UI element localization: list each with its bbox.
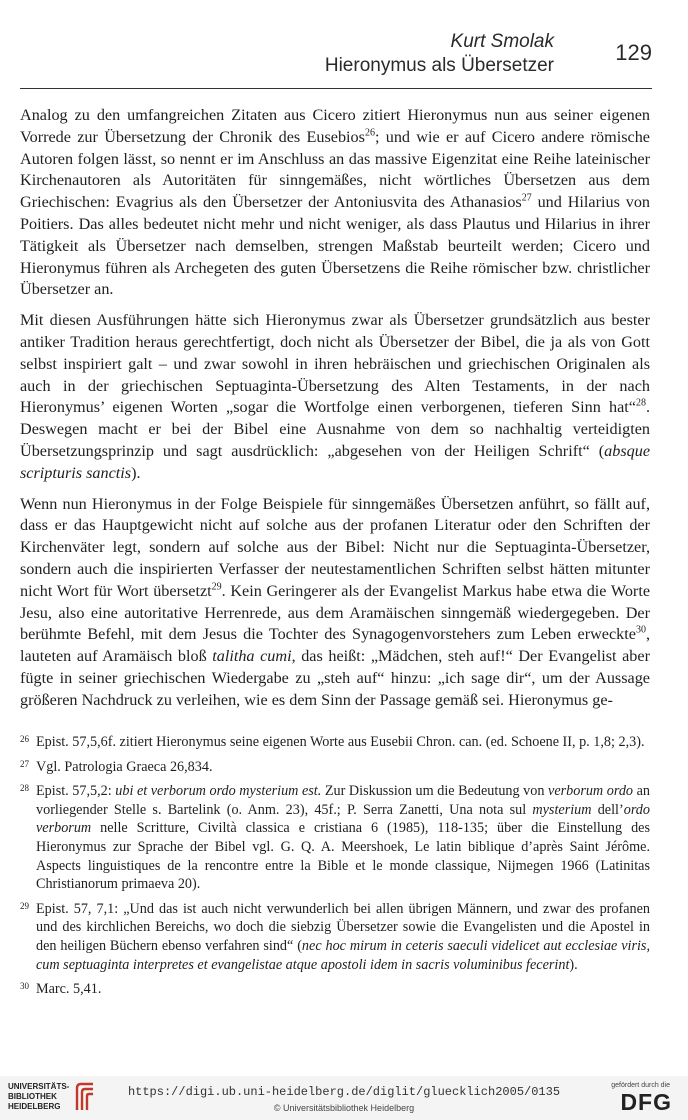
- dfg-caption: gefördert durch die: [611, 1082, 670, 1089]
- footnote-ref-26[interactable]: 26: [364, 127, 375, 139]
- footnote-ref-30[interactable]: 30: [635, 624, 646, 636]
- footnote-number: 26: [20, 734, 29, 744]
- footnote-number: 28: [20, 783, 29, 794]
- footnote-29: 29 Epist. 57, 7,1: „Und das ist auch nicht verwunderlich bei allen übrigen Männern, und zwar des profanen und des kirchlichen Bereichs, wo doch die siebzig Übersetzer sowie die Evangelisten und die Apostel in den heiligen Büchern ebenso verfahren sind“ (nec hoc mirum in ceteris saeculi videlicet aut ecclesiae viris, cum septuaginta interpretes et evangelistae atque apostoli idem in sacris voluminibus fecerint).: [20, 900, 650, 973]
- paragraph-1: Analog zu den umfangreichen Zitaten aus Cicero zitiert Hieronymus nun aus seiner eigenen Vorrede zur Übersetzung der Chronik des Eusebios$^{26}$; und wie er auf Cicero andere römische Autoren folgen lässt, so nennt er im Anschluss an das massive Eigenzitat eine Reihe lateinischer Kirchenautoren als Autoritäten für sinngemäßes, nicht wörtliches Übersetzen aus dem Griechischen: Evagrius als den Übersetzer der Antoniusvita des Athanasios$^{27}$ und Hilarius von Poitiers. Das alles bedeutet nicht mehr und nicht weniger, als dass Plautus und Hilarius in ihrer Tätigkeit als Übersetzer nach demselben, strengen Maßstab beurteilt werden; Cicero und Hieronymus führen als Archegeten des guten Übersetzens die Reihe römischer bzw. christlicher Übersetzer an.: [20, 106, 651, 299]
- header-author: Kurt Smolak: [450, 31, 554, 52]
- footnote-30: 30 Marc. 5,41.: [20, 981, 102, 998]
- footnote-ref-27[interactable]: 27: [521, 192, 532, 204]
- footnote-27: 27 Vgl. Patrologia Graeca 26,834.: [20, 758, 213, 775]
- running-header-text: [325, 30, 554, 78]
- footnote-28: 28 Epist. 57,5,2: ubi et verborum ordo mysterium est. Zur Diskussion um die Bedeutung von verborum ordo an vorliegender Stelle s. Bartelink (o. Anm. 23), 45f.; P. Serra Zanetti, Una nota sul mysterium dell’ordo verborum nelle Scritture, Civiltà classica e cristiana 6 (1985), 118-135; über die Einstellung des Hieronymus zur Sprache der Bibel vgl. G. Q. A. Meershoek, Le latin biblique d’après Saint Jérôme. Aspects linguistiques de la rencontre entre la Bible et le monde classique, Nijmegen 1966 (Latinitas Christianorum primaeva 20).: [20, 783, 650, 893]
- dfg-logo: DFG: [620, 1089, 672, 1115]
- footnote-26: 26 Epist. 57,5,6f. zitiert Hieronymus seine eigenen Worte aus Eusebii Chron. can. (ed. Schoene II, p. 1,8; 2,3).: [20, 734, 645, 750]
- source-url-link[interactable]: https://digi.ub.uni-heidelberg.de/diglit/gluecklich2005/0135: [127, 1085, 561, 1099]
- copyright-notice: © Universitätsbibliothek Heidelberg: [273, 1103, 415, 1113]
- footnote-number: 27: [20, 758, 29, 769]
- footnote-number: 29: [20, 900, 29, 911]
- page-number: 129: [615, 40, 652, 65]
- running-header: [20, 30, 652, 90]
- footnote-ref-29[interactable]: 29: [211, 581, 222, 593]
- header-title: Hieronymus als Übersetzer: [324, 55, 554, 76]
- paragraph-3: Wenn nun Hieronymus in der Folge Beispiele für sinngemäßes Übersetzen anführt, so fällt auf, dass er das Hauptgewicht nicht auf solche aus der profanen Literatur oder den Schriften der Kirchenväter legt, sondern auf solche aus der Bibel: Nicht nur die Septuaginta-Übersetzer, sondern auch die inspirierten Verfasser der neutestamentlichen Schriften selbst hätten mitunter nicht Wort für Wort übersetzt$^{29}$. Kein Geringerer als der Evangelist Markus habe etwa die Worte Jesu, also eine autoritative Herrenrede, aus dem Aramäischen sinngemäß wiedergegeben. Der berühmte Befehl, mit dem Jesus die Tochter des Synagogenvorstehers zum Leben erweckte$^{30}$, lauteten auf Aramäisch bloß talitha cumi, das heißt: „Mädchen, steh auf!“ Der Evangelist aber fügte in seiner griechischen Wiedergabe zu „steh auf“ hinzu: „ich sage dir“, um der Aussage größeren Nachdruck zu verleihen, wie es dem Sinn der Passage gemäß sei. Hieronymus ge-: [20, 494, 650, 709]
- header-rule: [20, 88, 652, 89]
- digitization-footer: [0, 1076, 688, 1120]
- footnote-ref-28[interactable]: 28: [635, 397, 646, 409]
- library-logo-text: UNIVERSITÄTS- BIBLIOTHEK HEIDELBERG: [8, 1082, 70, 1111]
- footnotes: [20, 733, 650, 1005]
- main-text: [20, 105, 650, 721]
- paragraph-2: Mit diesen Ausführungen hätte sich Hieronymus zwar als Übersetzer grundsätzlich aus bester antiker Tradition heraus gerechtfertigt, doch nicht als Übersetzer der Bibel, die ja als von Gott selbst inspiriert galt – und zwar sowohl in ihren hebräischen und griechischen Originalen als auch in der griechischen Septuaginta-Übersetzung des Alten Testaments, in der nach Hieronymus’ eigenen Worten „sogar die Wortfolge einen verborgenen, tieferen Sinn hat“$^{28}$. Deswegen macht er bei der Bibel eine Ausnahme von dem so nachhaltig verteidigten Übersetzungsprinzip und sagt ausdrücklich: „abgesehen von der Heiligen Schrift“ (absque scripturis sanctis).: [20, 311, 650, 482]
- footnote-number: 30: [20, 981, 29, 992]
